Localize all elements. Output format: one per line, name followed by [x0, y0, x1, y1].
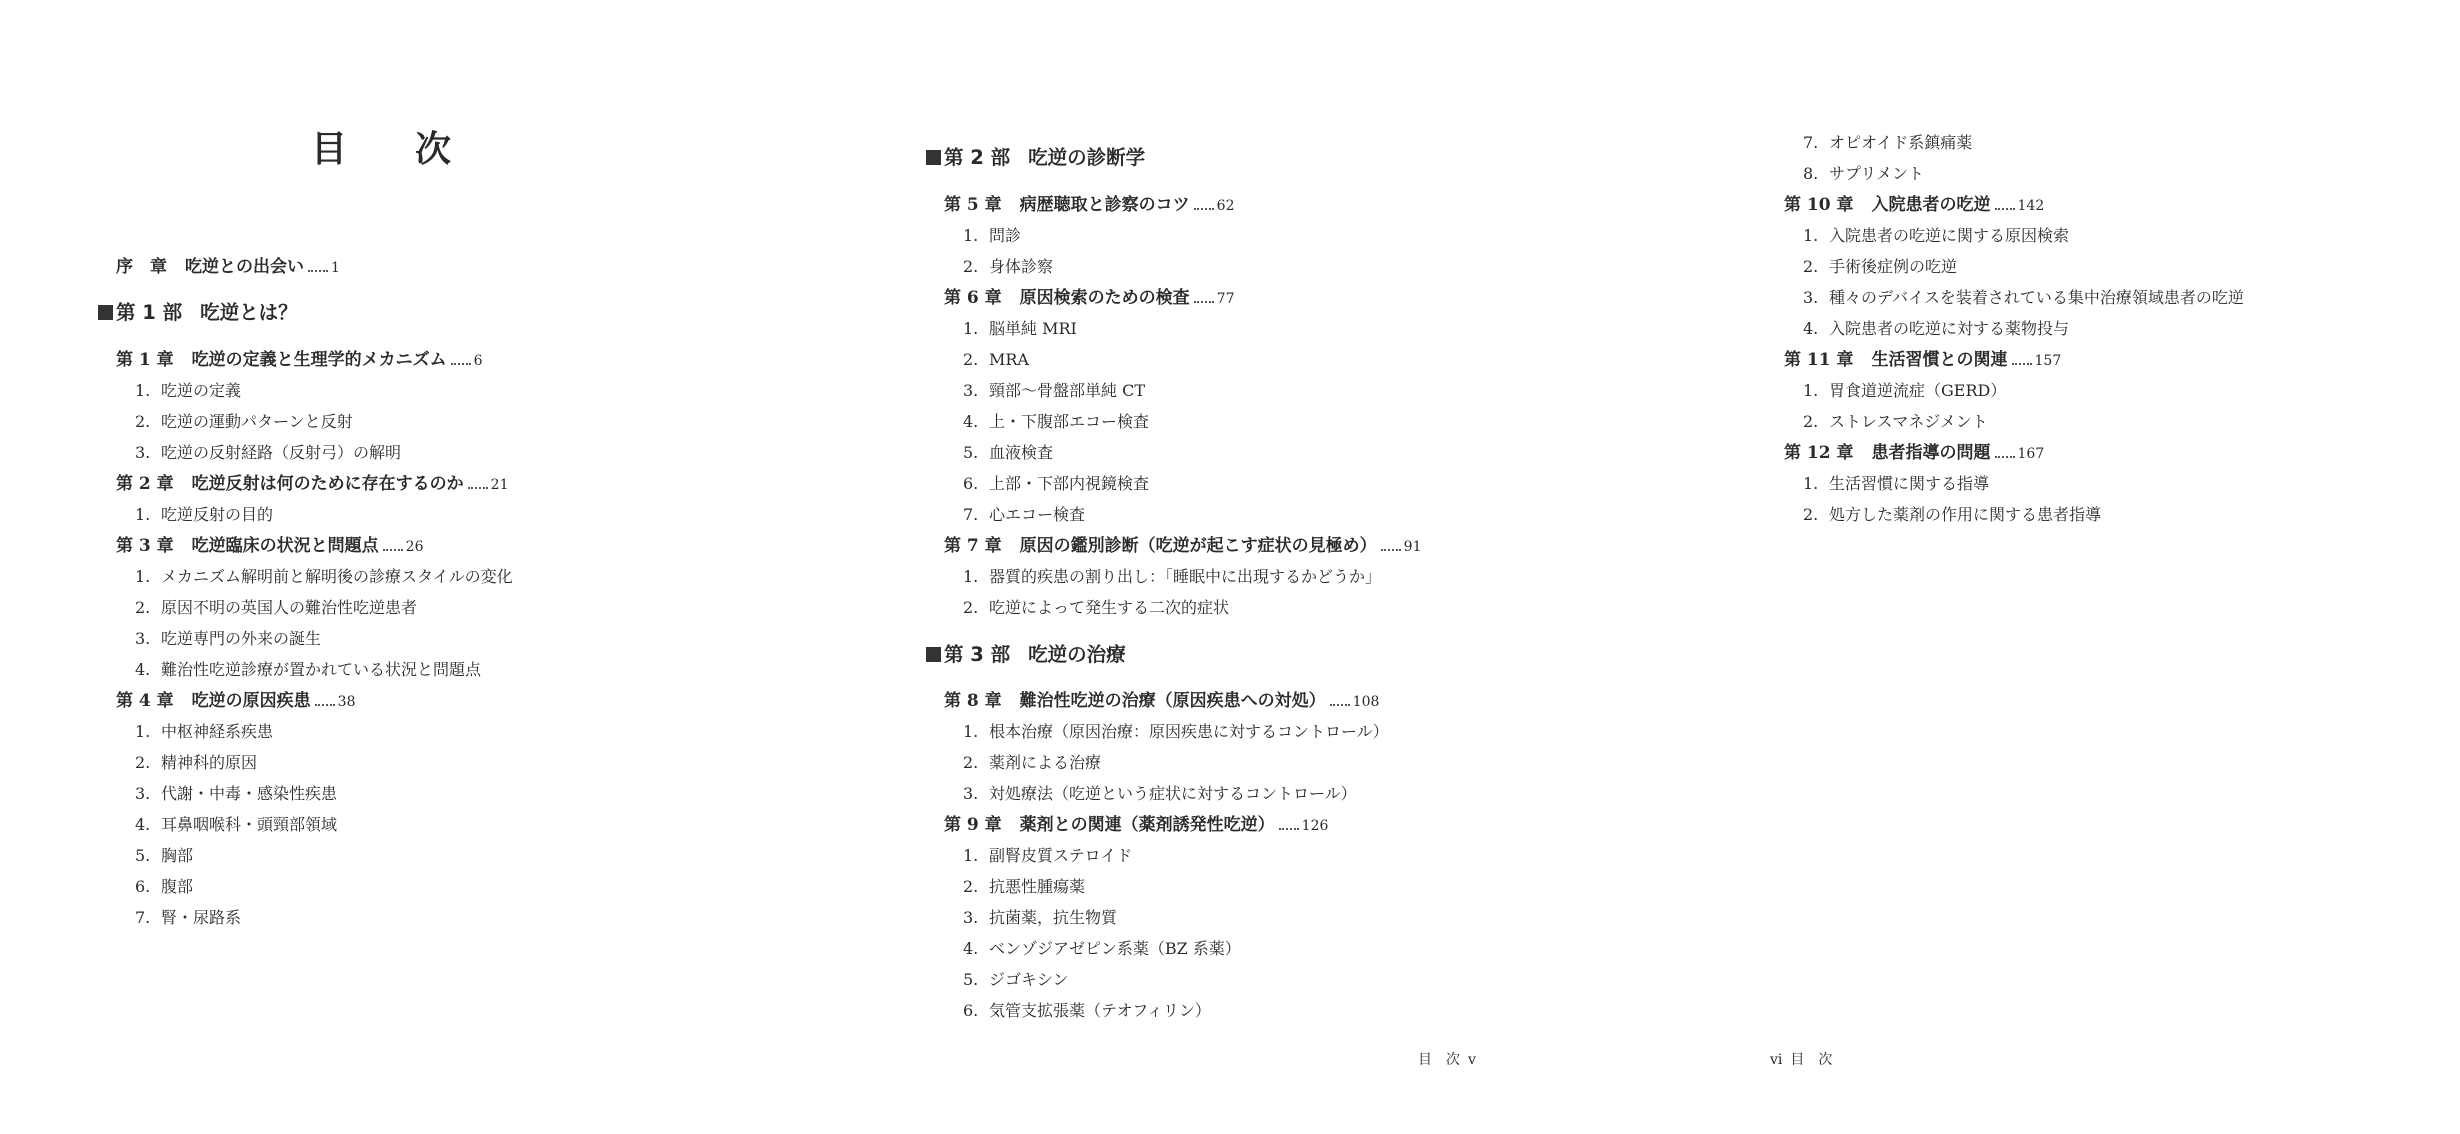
section-number: 2. — [1803, 412, 1819, 431]
section-number: 2. — [135, 598, 151, 617]
section-number: 2. — [963, 350, 979, 369]
page-number: 6 — [473, 353, 483, 369]
toc-section[interactable] — [1803, 159, 1924, 189]
section-title: 吃逆によって発生する二次的症状 — [989, 598, 1230, 617]
toc-section[interactable] — [963, 965, 1068, 995]
section-number: 7. — [135, 908, 151, 927]
toc-section[interactable] — [135, 562, 513, 592]
section-title: 腎・尿路系 — [161, 908, 242, 927]
section-title: 薬剤による治療 — [989, 753, 1102, 772]
square-bullet-icon — [926, 150, 941, 165]
chapter-label: 第 6 章 — [944, 288, 1002, 308]
section-title: 種々のデバイスを装着されている集中治療領域患者の吃逆 — [1829, 288, 2244, 307]
toc-section[interactable] — [1803, 128, 1972, 158]
toc-section[interactable] — [963, 221, 1021, 251]
leader-dots — [1194, 301, 1214, 303]
toc-entry-ch7[interactable] — [944, 531, 1422, 562]
section-number: 2. — [963, 598, 979, 617]
toc-section[interactable] — [1803, 407, 1988, 437]
chapter-title: 病歴聴取と診察のコツ — [1019, 195, 1190, 215]
section-number: 2. — [963, 877, 979, 896]
part-label: 第 2 部 — [944, 146, 1011, 169]
section-title: 心エコー検査 — [989, 505, 1086, 524]
section-title: 根本治療（原因治療：原因疾患に対するコントロール） — [989, 722, 1389, 741]
part-label: 第 3 部 — [944, 643, 1011, 666]
chapter-title: 吃逆反射は何のために存在するのか — [191, 474, 464, 494]
section-title: ストレスマネジメント — [1829, 412, 1988, 431]
chapter-label: 第 10 章 — [1784, 195, 1854, 215]
section-title: 血液検査 — [989, 443, 1054, 462]
toc-section[interactable] — [1803, 376, 2006, 406]
section-number: 5. — [963, 970, 979, 989]
chapter-title: 患者指導の問題 — [1871, 443, 1991, 463]
section-title: 抗悪性腫瘍薬 — [989, 877, 1086, 896]
section-number: 1. — [963, 567, 979, 586]
toc-entry-ch12[interactable] — [1784, 438, 2044, 469]
section-title: 頸部〜骨盤部単純 CT — [989, 381, 1146, 400]
toc-section[interactable] — [1803, 221, 2069, 251]
toc-section[interactable] — [963, 717, 1389, 747]
leader-dots — [468, 487, 488, 489]
section-number: 3. — [1803, 288, 1819, 307]
leader-dots — [1995, 208, 2015, 210]
chapter-label: 第 11 章 — [1784, 350, 1854, 370]
chapter-label: 第 1 章 — [116, 350, 174, 370]
leader-dots — [451, 363, 471, 365]
section-title: 吃逆の運動パターンと反射 — [161, 412, 353, 431]
square-bullet-icon — [926, 647, 941, 662]
section-title: 上部・下部内視鏡検査 — [989, 474, 1150, 493]
toc-section[interactable] — [135, 748, 257, 778]
page-folio — [1766, 1048, 1836, 1072]
chapter-label: 第 2 章 — [116, 474, 174, 494]
part-title: 吃逆とは？ — [200, 301, 298, 324]
section-title: 副腎皮質ステロイド — [989, 846, 1133, 865]
chapter-title: 生活習慣との関連 — [1871, 350, 2008, 370]
section-number: 4. — [963, 412, 979, 431]
toc-section[interactable] — [135, 376, 241, 406]
chapter-label: 第 7 章 — [944, 536, 1002, 556]
toc-entry-preface[interactable] — [116, 252, 340, 283]
toc-section[interactable] — [135, 624, 321, 654]
leader-dots — [1995, 456, 2015, 458]
section-title: メカニズム解明前と解明後の診療スタイルの変化 — [161, 567, 513, 586]
toc-section[interactable] — [963, 376, 1145, 406]
section-number: 3. — [135, 784, 151, 803]
section-title: サプリメント — [1829, 164, 1925, 183]
section-number: 1. — [963, 722, 979, 741]
section-title: 胸部 — [161, 846, 194, 865]
section-title: 中枢神経系疾患 — [161, 722, 274, 741]
toc-entry-ch10[interactable] — [1784, 190, 2044, 221]
section-number: 1. — [963, 319, 979, 338]
toc-entry-ch5[interactable] — [944, 190, 1235, 221]
section-number: 1. — [135, 567, 151, 586]
section-number: 4. — [135, 815, 151, 834]
section-number: 3. — [135, 443, 151, 462]
leader-dots — [308, 270, 328, 272]
part-title: 吃逆の診断学 — [1028, 146, 1146, 169]
toc-section[interactable] — [1803, 252, 1957, 282]
toc-section[interactable] — [135, 872, 193, 902]
section-title: 生活習慣に関する指導 — [1829, 474, 1990, 493]
chapter-title: 難治性吃逆の治療（原因疾患への対処） — [1019, 691, 1326, 711]
chapter-label: 第 12 章 — [1784, 443, 1854, 463]
toc-section[interactable] — [963, 500, 1085, 530]
leader-dots — [1279, 828, 1299, 830]
page-number: 1 — [331, 260, 340, 276]
toc-section[interactable] — [963, 314, 1077, 344]
toc-section[interactable] — [963, 779, 1357, 809]
section-title: 入院患者の吃逆に関する原因検索 — [1829, 226, 2070, 245]
toc-section[interactable] — [135, 810, 337, 840]
section-title: 脳単純 MRI — [989, 319, 1077, 338]
toc-section[interactable] — [135, 500, 273, 530]
leader-dots — [1330, 704, 1350, 706]
section-number: 1. — [963, 846, 979, 865]
section-number: 1. — [135, 381, 151, 400]
chapter-title: 薬剤との関連（薬剤誘発性吃逆） — [1019, 815, 1275, 835]
section-number: 1. — [963, 226, 979, 245]
chapter-title: 吃逆の原因疾患 — [191, 691, 311, 711]
toc-section[interactable] — [963, 562, 1381, 592]
toc-section[interactable] — [135, 903, 241, 933]
section-title: 問診 — [989, 226, 1022, 245]
page-number: 126 — [1301, 818, 1329, 834]
section-number: 6. — [135, 877, 151, 896]
section-title: ベンゾジアゼピン系薬（BZ 系薬） — [989, 939, 1241, 958]
toc-entry-ch2[interactable] — [116, 469, 509, 500]
page-number: 91 — [1403, 539, 1422, 555]
toc-section[interactable] — [963, 996, 1211, 1026]
toc-entry-ch6[interactable] — [944, 283, 1235, 314]
section-number: 1. — [1803, 381, 1819, 400]
toc-section[interactable] — [963, 407, 1149, 437]
folio-title: 目 次 — [1790, 1052, 1833, 1068]
toc-entry-ch1[interactable] — [116, 345, 483, 376]
toc-section[interactable] — [963, 469, 1149, 499]
toc-section[interactable] — [963, 903, 1117, 933]
section-title: 手術後症例の吃逆 — [1829, 257, 1958, 276]
section-title: 腹部 — [161, 877, 194, 896]
toc-section[interactable] — [963, 252, 1053, 282]
toc-section[interactable] — [135, 593, 417, 623]
chapter-label: 第 3 章 — [116, 536, 174, 556]
section-title: 身体診察 — [989, 257, 1054, 276]
section-title: 精神科的原因 — [161, 753, 258, 772]
section-title: 吃逆の反射経路（反射弓）の解明 — [161, 443, 402, 462]
part-label: 第 1 部 — [116, 301, 183, 324]
page-number: 167 — [2017, 446, 2045, 462]
section-number: 3. — [963, 381, 979, 400]
page-number: 21 — [490, 477, 509, 493]
section-number: 5. — [963, 443, 979, 462]
page-number: 77 — [1216, 291, 1235, 307]
chapter-title: 吃逆臨床の状況と問題点 — [191, 536, 379, 556]
toc-section[interactable] — [963, 934, 1241, 964]
toc-section[interactable] — [135, 407, 353, 437]
page-number: 26 — [405, 539, 424, 555]
section-number: 8. — [1803, 164, 1819, 183]
section-number: 6. — [963, 1001, 979, 1020]
toc-section[interactable] — [963, 841, 1132, 871]
toc-section[interactable] — [135, 655, 481, 685]
toc-section[interactable] — [963, 872, 1085, 902]
section-number: 5. — [135, 846, 151, 865]
page-number: 157 — [2034, 353, 2062, 369]
toc-part-3[interactable] — [926, 640, 1126, 670]
section-number: 2. — [963, 257, 979, 276]
toc-section[interactable] — [1803, 314, 2069, 344]
chapter-label: 第 8 章 — [944, 691, 1002, 711]
section-title: MRA — [989, 350, 1029, 369]
leader-dots — [1381, 549, 1401, 551]
section-title: オピオイド系鎮痛薬 — [1829, 133, 1973, 152]
section-title: 気管支拡張薬（テオフィリン） — [989, 1001, 1211, 1020]
toc-entry-ch8[interactable] — [944, 686, 1379, 717]
section-number: 1. — [135, 722, 151, 741]
page-title: 目 次 — [310, 129, 467, 170]
toc-part-2[interactable] — [926, 143, 1145, 173]
section-title: 吃逆専門の外来の誕生 — [161, 629, 322, 648]
toc-entry-ch4[interactable] — [116, 686, 356, 717]
toc-section[interactable] — [963, 748, 1101, 778]
section-number: 1. — [1803, 226, 1819, 245]
section-number: 7. — [963, 505, 979, 524]
section-title: 原因不明の英国人の難治性吃逆患者 — [161, 598, 418, 617]
section-title: 抗菌薬，抗生物質 — [989, 908, 1118, 927]
section-title: ジゴキシン — [989, 970, 1069, 989]
section-number: 4. — [135, 660, 151, 679]
leader-dots — [383, 549, 403, 551]
folio-number: v — [1468, 1052, 1476, 1068]
section-number: 2. — [1803, 257, 1819, 276]
section-title: 器質的疾患の割り出し：「睡眠中に出現するかどうか」 — [989, 567, 1382, 586]
toc-entry-ch3[interactable] — [116, 531, 424, 562]
folio-number: vi — [1770, 1052, 1783, 1068]
toc-section[interactable] — [1803, 283, 2244, 313]
page-number: 142 — [2017, 198, 2045, 214]
section-number: 7. — [1803, 133, 1819, 152]
toc-section[interactable] — [135, 841, 193, 871]
section-number: 3. — [963, 784, 979, 803]
section-title: 胃食道逆流症（GERD） — [1829, 381, 2007, 400]
section-number: 4. — [1803, 319, 1819, 338]
section-title: 対処療法（吃逆という症状に対するコントロール） — [989, 784, 1357, 803]
toc-part-1[interactable] — [98, 298, 298, 328]
chapter-label: 序 章 — [116, 257, 167, 277]
toc-section[interactable] — [963, 438, 1053, 468]
section-number: 6. — [963, 474, 979, 493]
chapter-title: 吃逆の定義と生理学的メカニズム — [191, 350, 447, 370]
section-title: 代謝・中毒・感染性疾患 — [161, 784, 338, 803]
chapter-title: 吃逆との出会い — [185, 257, 304, 277]
toc-section[interactable] — [135, 717, 273, 747]
chapter-label: 第 9 章 — [944, 815, 1002, 835]
section-title: 難治性吃逆診療が置かれている状況と問題点 — [161, 660, 482, 679]
section-number: 4. — [963, 939, 979, 958]
chapter-label: 第 4 章 — [116, 691, 174, 711]
toc-section[interactable] — [135, 438, 401, 468]
chapter-label: 第 5 章 — [944, 195, 1002, 215]
section-number: 1. — [1803, 474, 1819, 493]
section-number: 3. — [963, 908, 979, 927]
section-title: 耳鼻咽喉科・頭頸部領域 — [161, 815, 338, 834]
leader-dots — [1194, 208, 1214, 210]
toc-section[interactable] — [1803, 469, 1989, 499]
page-number: 38 — [337, 694, 356, 710]
toc-entry-ch9[interactable] — [944, 810, 1328, 841]
section-number: 2. — [1803, 505, 1819, 524]
section-title: 上・下腹部エコー検査 — [989, 412, 1150, 431]
leader-dots — [315, 704, 335, 706]
folio-title: 目 次 — [1418, 1052, 1460, 1068]
section-number: 2. — [135, 753, 151, 772]
toc-section[interactable] — [963, 593, 1229, 623]
page-folio — [1414, 1048, 1480, 1072]
section-title: 吃逆の定義 — [161, 381, 242, 400]
section-number: 1. — [135, 505, 151, 524]
chapter-title: 原因の鑑別診断（吃逆が起こす症状の見極め） — [1019, 536, 1377, 556]
section-number: 3. — [135, 629, 151, 648]
part-title: 吃逆の治療 — [1028, 643, 1126, 666]
leader-dots — [2012, 363, 2032, 365]
square-bullet-icon — [98, 305, 113, 320]
toc-section[interactable] — [1803, 500, 2101, 530]
toc-section[interactable] — [963, 345, 1029, 375]
chapter-title: 原因検索のための検査 — [1019, 288, 1190, 308]
page-number: 62 — [1216, 198, 1235, 214]
page-number: 108 — [1352, 694, 1380, 710]
toc-entry-ch11[interactable] — [1784, 345, 2061, 376]
section-title: 処方した薬剤の作用に関する患者指導 — [1829, 505, 2102, 524]
chapter-title: 入院患者の吃逆 — [1871, 195, 1991, 215]
toc-section[interactable] — [135, 779, 337, 809]
section-number: 2. — [963, 753, 979, 772]
section-title: 吃逆反射の目的 — [161, 505, 274, 524]
section-title: 入院患者の吃逆に対する薬物投与 — [1829, 319, 2070, 338]
section-number: 2. — [135, 412, 151, 431]
